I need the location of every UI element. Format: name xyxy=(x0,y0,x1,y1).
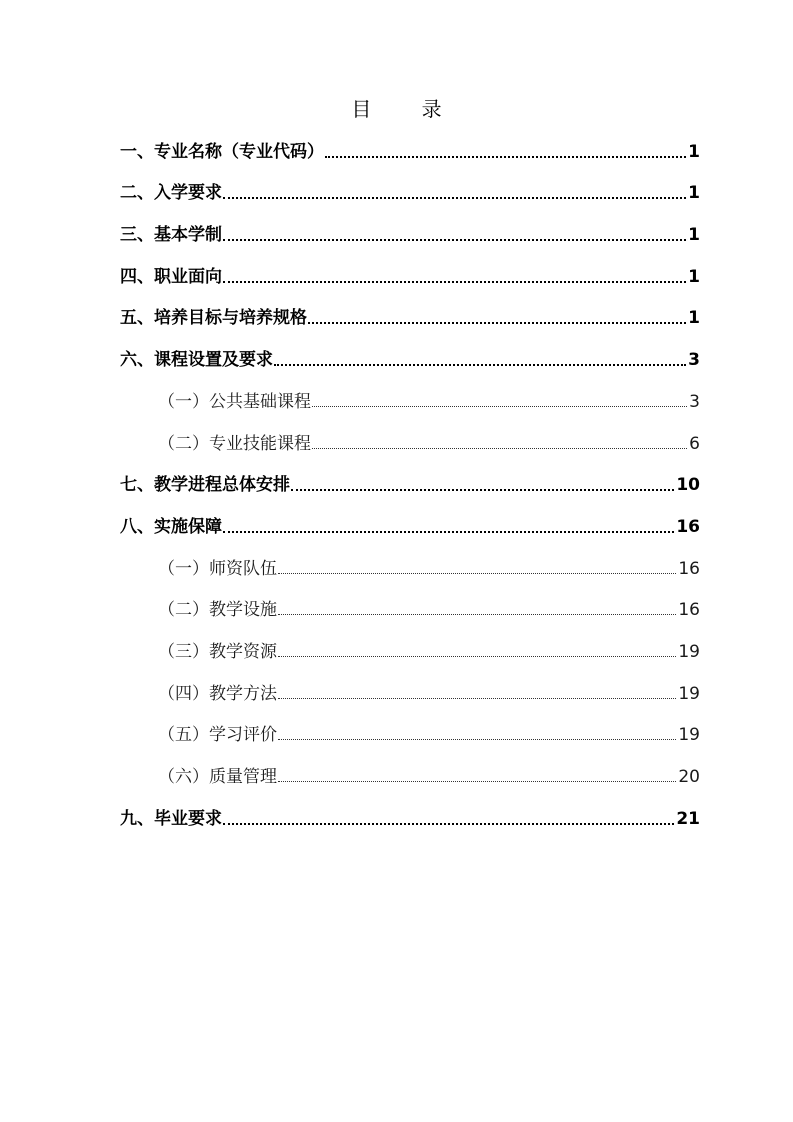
toc-dot-leader xyxy=(223,823,674,825)
toc-entry-label: 八、实施保障 xyxy=(120,516,222,537)
toc-entry[interactable] xyxy=(120,124,700,166)
toc-dot-leader xyxy=(278,781,676,782)
toc-entry-label: （五）学习评价 xyxy=(158,725,277,746)
toc-entry[interactable] xyxy=(120,207,700,249)
toc-entry-page-number: 1 xyxy=(688,183,700,204)
toc-entry-page-number: 3 xyxy=(689,391,700,412)
toc-entry-page-number: 1 xyxy=(688,141,700,162)
toc-title: 目 录 xyxy=(351,97,464,121)
toc-entry-page-number: 3 xyxy=(688,350,700,371)
toc-dot-leader xyxy=(223,239,686,241)
toc-entry-page-number: 19 xyxy=(678,641,700,662)
toc-dot-leader xyxy=(325,156,686,158)
toc-entry-label: 六、课程设置及要求 xyxy=(120,350,273,371)
toc-entry[interactable] xyxy=(120,332,700,374)
toc-entry-label: （二）专业技能课程 xyxy=(158,433,311,454)
toc-dot-leader xyxy=(278,614,676,615)
toc-entry-page-number: 19 xyxy=(678,683,700,704)
toc-entry[interactable] xyxy=(120,416,700,458)
toc-entry[interactable] xyxy=(120,583,700,625)
toc-dot-leader xyxy=(278,573,676,574)
toc-entry[interactable] xyxy=(120,666,700,708)
toc-entry-page-number: 1 xyxy=(688,308,700,329)
toc-entry-page-number: 1 xyxy=(688,225,700,246)
toc-dot-leader xyxy=(278,739,676,740)
toc-dot-leader xyxy=(291,489,674,491)
toc-entry-label: 一、专业名称（专业代码） xyxy=(120,141,324,162)
toc-entry[interactable] xyxy=(120,791,700,833)
toc-entry-page-number: 6 xyxy=(689,433,700,454)
toc-entry[interactable] xyxy=(120,624,700,666)
toc-dot-leader xyxy=(308,322,686,324)
toc-entry[interactable] xyxy=(120,541,700,583)
toc-entry-page-number: 19 xyxy=(678,725,700,746)
toc-entry-page-number: 16 xyxy=(676,516,700,537)
toc-entry-label: 二、入学要求 xyxy=(120,183,222,204)
toc-dot-leader xyxy=(223,281,686,283)
toc-entry[interactable] xyxy=(120,708,700,750)
toc-entry[interactable] xyxy=(120,749,700,791)
toc-entry-label: （一）公共基础课程 xyxy=(158,391,311,412)
toc-entry-label: （三）教学资源 xyxy=(158,641,277,662)
toc-entry-page-number: 1 xyxy=(688,266,700,287)
toc-entry-label: 五、培养目标与培养规格 xyxy=(120,308,307,329)
toc-dot-leader xyxy=(278,698,676,699)
toc-entry[interactable] xyxy=(120,374,700,416)
toc-entry-label: 三、基本学制 xyxy=(120,225,222,246)
toc-entry-label: （二）教学设施 xyxy=(158,600,277,621)
toc-entry[interactable] xyxy=(120,458,700,500)
toc-entry-label: 七、教学进程总体安排 xyxy=(120,475,290,496)
toc-dot-leader xyxy=(312,448,687,449)
toc-dot-leader xyxy=(278,656,676,657)
toc-dot-leader xyxy=(223,197,686,199)
toc-entry-label: （六）质量管理 xyxy=(158,767,277,787)
toc-entry[interactable] xyxy=(120,249,700,291)
toc-entry[interactable] xyxy=(120,166,700,208)
toc-entry[interactable] xyxy=(120,291,700,333)
toc-dot-leader xyxy=(312,406,687,407)
toc-entry-page-number: 16 xyxy=(678,600,700,621)
toc-entry-label: 四、职业面向 xyxy=(120,266,222,287)
toc-dot-leader xyxy=(274,364,686,366)
toc-list xyxy=(120,124,700,833)
toc-entry-page-number: 21 xyxy=(676,808,700,829)
toc-entry-label: （一）师资队伍 xyxy=(158,558,277,579)
toc-entry[interactable] xyxy=(120,499,700,541)
toc-entry-page-number: 20 xyxy=(678,767,700,787)
toc-dot-leader xyxy=(223,531,674,533)
toc-entry-label: 九、毕业要求 xyxy=(120,808,222,829)
toc-entry-label: （四）教学方法 xyxy=(158,683,277,704)
toc-entry-page-number: 10 xyxy=(676,475,700,496)
toc-entry-page-number: 16 xyxy=(678,558,700,579)
